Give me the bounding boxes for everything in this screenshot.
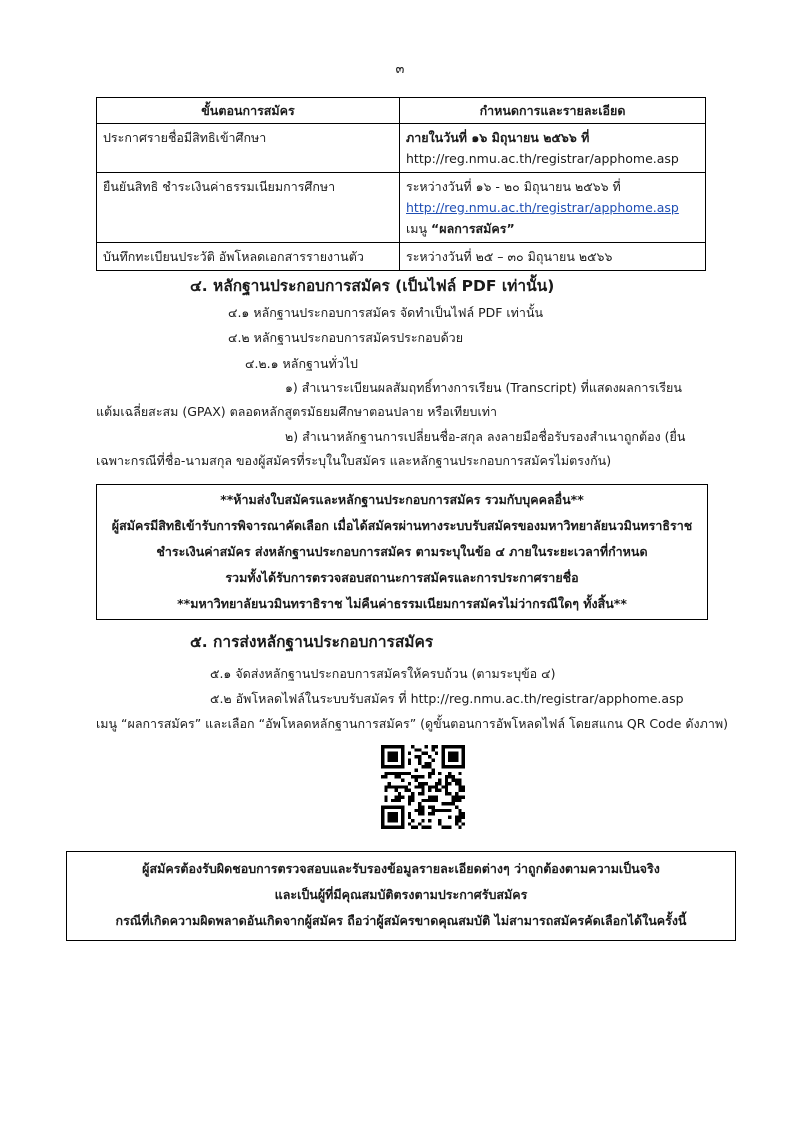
item-5-2-continued: เมนู “ผลการสมัคร” และเลือก “อัพโหลดหลักฐานการสมัคร” (ดูขั้นตอนการอัพโหลดไฟล์ โดยสแกน QR Code ดังภาพ) xyxy=(96,716,728,731)
menu-prefix: เมนู xyxy=(406,221,432,236)
detail-url: http://reg.nmu.ac.th/registrar/apphome.asp xyxy=(406,151,679,166)
step-cell: บันทึกทะเบียนประวัติ อัพโหลดเอกสารรายงานตัว xyxy=(97,243,400,271)
column-header-step: ขั้นตอนการสมัคร xyxy=(97,98,400,124)
notice-line: กรณีที่เกิดความผิดพลาดอันเกิดจากผู้สมัคร ถือว่าผู้สมัครขาดคุณสมบัติ ไม่สามารถสมัครคัดเลือกได้ในครั้งนี้ xyxy=(115,913,687,928)
table-row xyxy=(97,124,706,173)
table-row xyxy=(97,243,706,271)
menu-name: “ผลการสมัคร” xyxy=(431,221,515,236)
item-5-1: ๕.๑ จัดส่งหลักฐานประกอบการสมัครให้ครบถ้วน (ตามระบุข้อ ๔) xyxy=(210,666,556,681)
notice-line: ชำระเงินค่าสมัคร ส่งหลักฐานประกอบการสมัคร ตามระบุในข้อ ๔ ภายในระยะเวลาที่กำหนด xyxy=(156,544,648,559)
table-header-row xyxy=(97,98,706,124)
notice-line: **มหาวิทยาลัยนวมินทราธิราช ไม่คืนค่าธรรมเนียมการสมัครไม่ว่ากรณีใดๆ ทั้งสิ้น** xyxy=(177,596,627,611)
registrar-link[interactable]: http://reg.nmu.ac.th/registrar/apphome.asp xyxy=(406,200,679,215)
column-header-detail: กำหนดการและรายละเอียด xyxy=(400,98,706,124)
notice-line: ผู้สมัครมีสิทธิเข้ารับการพิจารณาคัดเลือก เมื่อได้สมัครผ่านทางระบบรับสมัครของมหาวิทยาลัยนวมินทราธิราช xyxy=(111,518,693,533)
notice-line: ผู้สมัครต้องรับผิดชอบการตรวจสอบและรับรองข้อมูลรายละเอียดต่างๆ ว่าถูกต้องตามความเป็นจริง xyxy=(142,861,660,876)
step-cell: ยืนยันสิทธิ ชำระเงินค่าธรรมเนียมการศึกษา xyxy=(97,173,400,243)
section-5-heading: ๕. การส่งหลักฐานประกอบการสมัคร xyxy=(190,633,434,651)
detail-cell xyxy=(400,124,706,173)
notice-box-1 xyxy=(96,484,708,620)
item-4-2-1: ๔.๒.๑ หลักฐานทั่วไป xyxy=(245,356,358,371)
item-5-2: ๕.๒ อัพโหลดไฟล์ในระบบรับสมัคร ที่ http://reg.nmu.ac.th/registrar/apphome.asp xyxy=(210,691,684,706)
notice-line: และเป็นผู้ที่มีคุณสมบัติตรงตามประกาศรับสมัคร xyxy=(274,887,528,902)
detail-menu xyxy=(406,218,699,239)
item-2-line-1: ๒) สำเนาหลักฐานการเปลี่ยนชื่อ-สกุล ลงลายมือชื่อรับรองสำเนาถูกต้อง (ยื่น xyxy=(285,429,686,444)
notice-line: **ห้ามส่งใบสมัครและหลักฐานประกอบการสมัคร รวมกับบุคคลอื่น** xyxy=(220,492,584,507)
item-4-2: ๔.๒ หลักฐานประกอบการสมัครประกอบด้วย xyxy=(228,330,464,345)
detail-date: ระหว่างวันที่ ๑๖ - ๒๐ มิถุนายน ๒๕๖๖ ที่ xyxy=(406,179,621,194)
detail-cell xyxy=(400,173,706,243)
page-number: ๓ xyxy=(395,62,405,77)
qr-code-icon[interactable] xyxy=(381,745,465,829)
section-4-heading: ๔. หลักฐานประกอบการสมัคร (เป็นไฟล์ PDF เท่านั้น) xyxy=(190,277,555,295)
item-2-line-2: เฉพาะกรณีที่ชื่อ-นามสกุล ของผู้สมัครที่ระบุในใบสมัคร และหลักฐานประกอบการสมัครไม่ตรงกัน) xyxy=(96,453,612,468)
notice-line: รวมทั้งได้รับการตรวจสอบสถานะการสมัครและการประกาศรายชื่อ xyxy=(225,570,579,585)
step-cell: ประกาศรายชื่อมีสิทธิเข้าศึกษา xyxy=(97,124,400,173)
detail-cell xyxy=(400,243,706,271)
item-1-line-1: ๑) สำเนาระเบียนผลสัมฤทธิ์ทางการเรียน (Transcript) ที่แสดงผลการเรียน xyxy=(285,380,682,395)
item-1-line-2: แต้มเฉลี่ยสะสม (GPAX) ตลอดหลักสูตรมัธยมศึกษาตอนปลาย หรือเทียบเท่า xyxy=(96,404,498,419)
detail-date: ระหว่างวันที่ ๒๕ – ๓๐ มิถุนายน ๒๕๖๖ xyxy=(406,249,613,264)
detail-date: ภายในวันที่ ๑๖ มิถุนายน ๒๕๖๖ ที่ xyxy=(406,130,590,145)
item-4-1: ๔.๑ หลักฐานประกอบการสมัคร จัดทำเป็นไฟล์ PDF เท่านั้น xyxy=(228,305,544,320)
schedule-table xyxy=(96,97,706,271)
table-row xyxy=(97,173,706,243)
notice-box-2 xyxy=(66,851,736,941)
